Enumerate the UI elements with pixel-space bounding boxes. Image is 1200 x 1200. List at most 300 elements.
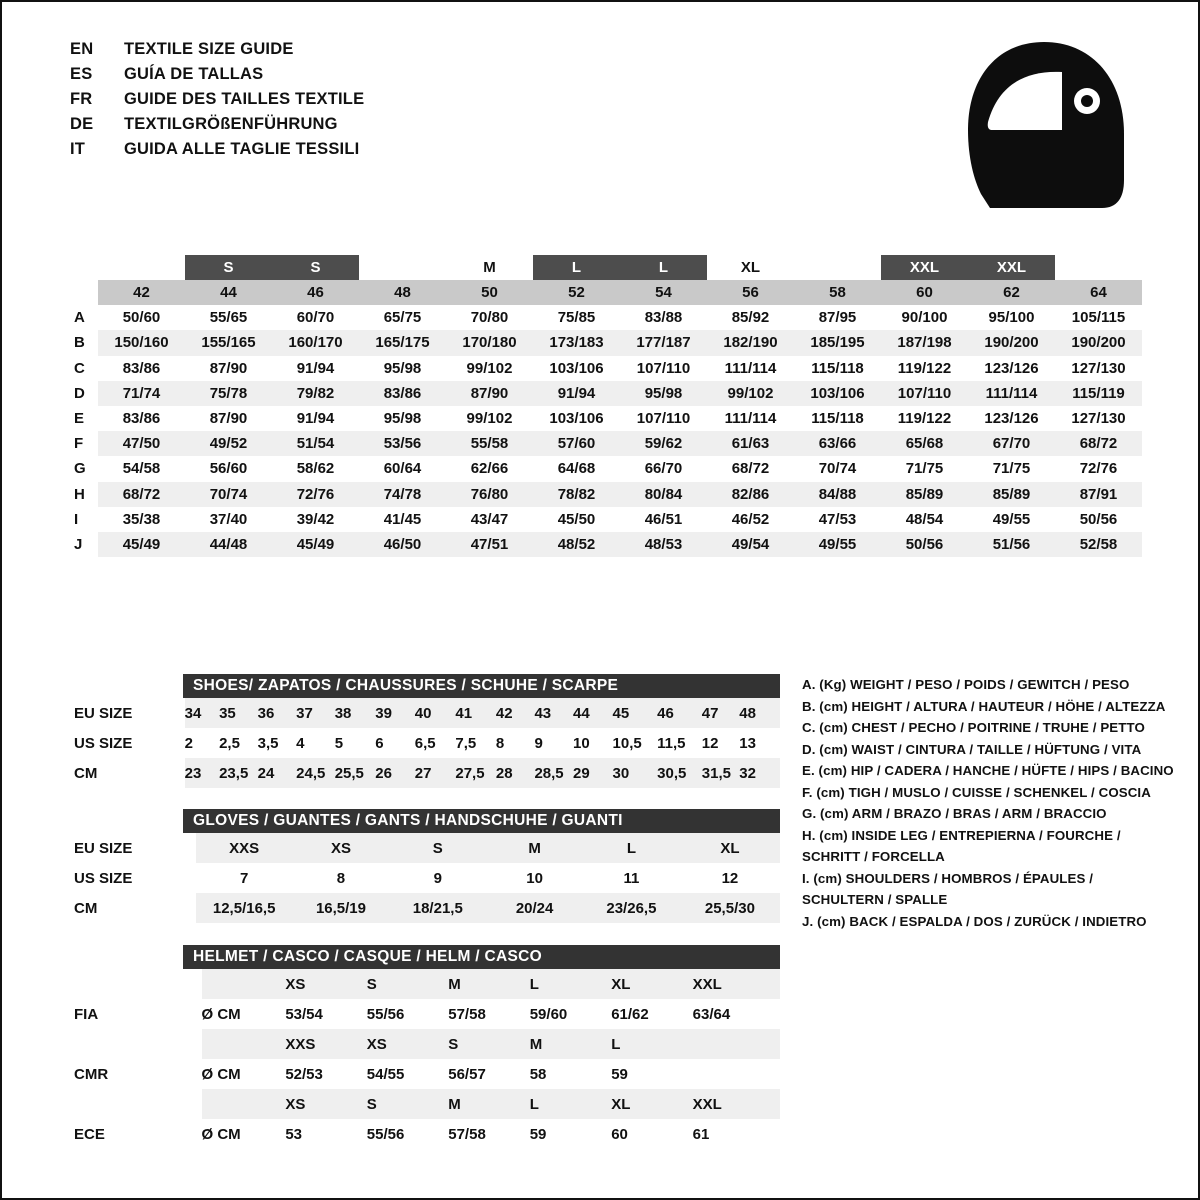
cell-j-9: 50/56 <box>881 532 968 557</box>
gloves-us-0: 7 <box>196 863 293 893</box>
cell-f-6: 59/62 <box>620 431 707 456</box>
header-title-es: GUÍA DE TALLAS <box>124 65 264 83</box>
shoes-eu-8: 42 <box>496 698 535 728</box>
gloves-cm-0: 12,5/16,5 <box>196 893 293 923</box>
table-row <box>70 431 1142 456</box>
helmet-ece-3: 59 <box>530 1119 611 1149</box>
shoes-eu-1: 35 <box>219 698 258 728</box>
cell-c-9: 119/122 <box>881 356 968 381</box>
cell-a-9: 90/100 <box>881 305 968 330</box>
gloves-label-us: US SIZE <box>70 863 196 893</box>
cell-f-5: 57/60 <box>533 431 620 456</box>
cell-b-2: 160/170 <box>272 330 359 355</box>
helmet-fia-3: 59/60 <box>530 999 611 1029</box>
cell-b-6: 177/187 <box>620 330 707 355</box>
group-cell-50: M <box>446 255 533 280</box>
helmet-fia-2: 57/58 <box>448 999 529 1029</box>
cell-f-9: 65/68 <box>881 431 968 456</box>
helmet-ece-size-3: L <box>530 1089 611 1119</box>
shoes-cm-3: 24,5 <box>296 758 335 788</box>
helmet-fia-0: 53/54 <box>285 999 366 1029</box>
cell-b-5: 173/183 <box>533 330 620 355</box>
cell-g-3: 60/64 <box>359 456 446 481</box>
legend-line-c: C. (cm) CHEST / PECHO / POITRINE / TRUHE / PETTO <box>802 720 1145 735</box>
size-cell-2: 46 <box>272 280 359 305</box>
shoes-label-us: US SIZE <box>70 728 185 758</box>
shoes-cm-5: 26 <box>375 758 415 788</box>
gloves-us-2: 9 <box>389 863 486 893</box>
legend-line-f: F. (cm) TIGH / MUSLO / CUISSE / SCHENKEL / COSCIA <box>802 784 1151 800</box>
cell-b-1: 155/165 <box>185 330 272 355</box>
cell-a-3: 65/75 <box>359 305 446 330</box>
legend-line-h: H. (cm) INSIDE LEG / ENTREPIERNA / FOURCHE / <box>802 827 1121 843</box>
cell-j-3: 46/50 <box>359 532 446 557</box>
shoes-eu-12: 46 <box>657 698 702 728</box>
gloves-eu-1: XS <box>293 833 390 863</box>
legend-line-a: A. (Kg) WEIGHT / PESO / POIDS / GEWITCH / PESO <box>802 677 1130 692</box>
table-row <box>70 456 1142 481</box>
gloves-eu-0: XXS <box>196 833 293 863</box>
legend-line-e: E. (cm) HIP / CADERA / HANCHE / HÜFTE / HIPS / BACINO <box>802 763 1174 778</box>
helmet-cmr-size-3: M <box>530 1029 611 1059</box>
cell-g-11: 72/76 <box>1055 456 1142 481</box>
helmet-cmr-4: 59 <box>611 1059 692 1089</box>
cell-c-7: 111/114 <box>707 356 794 381</box>
shoes-label-cm: CM <box>70 758 185 788</box>
cell-e-8: 115/118 <box>794 406 881 431</box>
group-cell-64 <box>1055 255 1142 280</box>
shoes-eu-5: 39 <box>375 698 415 728</box>
helmet-fia-size-label <box>70 969 202 999</box>
cell-j-10: 51/56 <box>968 532 1055 557</box>
cell-j-7: 49/54 <box>707 532 794 557</box>
cell-f-0: 47/50 <box>98 431 185 456</box>
cell-f-11: 68/72 <box>1055 431 1142 456</box>
cell-a-8: 87/95 <box>794 305 881 330</box>
gloves-cm-5: 25,5/30 <box>680 893 780 923</box>
gloves-label-eu: EU SIZE <box>70 833 196 863</box>
helmet-fia-1: 55/56 <box>367 999 448 1029</box>
cell-b-10: 190/200 <box>968 330 1055 355</box>
shoes-label-eu: EU SIZE <box>70 698 185 728</box>
helmet-cmr-size-1: XS <box>367 1029 448 1059</box>
cell-f-8: 63/66 <box>794 431 881 456</box>
group-rowlabel <box>70 255 98 280</box>
cell-f-7: 61/63 <box>707 431 794 456</box>
shoes-us-4: 5 <box>335 728 376 758</box>
helmet-label-fia: FIA <box>70 999 202 1029</box>
header-row-fr <box>70 90 770 115</box>
helmet-fia-5: 63/64 <box>693 999 780 1029</box>
header-row-es <box>70 65 770 90</box>
cell-i-6: 46/51 <box>620 507 707 532</box>
cell-c-4: 99/102 <box>446 356 533 381</box>
cell-d-0: 71/74 <box>98 381 185 406</box>
helmet-fia-unit: Ø CM <box>202 999 286 1029</box>
helmet-fia-size-5: XXL <box>693 969 780 999</box>
cell-a-10: 95/100 <box>968 305 1055 330</box>
table-row <box>70 406 1142 431</box>
shoes-us-12: 11,5 <box>657 728 702 758</box>
shoes-us-6: 6,5 <box>415 728 456 758</box>
helmet-fia-size-row <box>70 969 780 999</box>
gloves-table <box>70 833 780 923</box>
cell-c-1: 87/90 <box>185 356 272 381</box>
helmet-ece-4: 60 <box>611 1119 692 1149</box>
cell-h-2: 72/76 <box>272 482 359 507</box>
cell-c-2: 91/94 <box>272 356 359 381</box>
shoes-row-cm <box>70 758 780 788</box>
helmet-cmr-unit: Ø CM <box>202 1059 286 1089</box>
shoes-us-3: 4 <box>296 728 335 758</box>
cell-a-6: 83/88 <box>620 305 707 330</box>
gloves-cm-1: 16,5/19 <box>293 893 390 923</box>
row-label-c: C <box>70 356 98 381</box>
shoes-title: SHOES/ ZAPATOS / CHAUSSURES / SCHUHE / SCARPE <box>183 674 780 698</box>
shoes-us-1: 2,5 <box>219 728 258 758</box>
helmet-ece-row <box>70 1119 780 1149</box>
size-cell-4: 50 <box>446 280 533 305</box>
shoes-us-13: 12 <box>702 728 740 758</box>
group-cell-42 <box>98 255 185 280</box>
cell-c-0: 83/86 <box>98 356 185 381</box>
shoes-us-9: 9 <box>534 728 573 758</box>
cell-i-9: 48/54 <box>881 507 968 532</box>
cell-j-5: 48/52 <box>533 532 620 557</box>
table-row <box>70 482 1142 507</box>
cell-j-8: 49/55 <box>794 532 881 557</box>
helmet-cmr-1: 54/55 <box>367 1059 448 1089</box>
helmet-ece-size-5: XXL <box>693 1089 780 1119</box>
cell-g-7: 68/72 <box>707 456 794 481</box>
shoes-cm-10: 29 <box>573 758 613 788</box>
shoes-cm-4: 25,5 <box>335 758 376 788</box>
cell-d-2: 79/82 <box>272 381 359 406</box>
group-cell-54: L <box>620 255 707 280</box>
shoes-eu-10: 44 <box>573 698 613 728</box>
cell-e-0: 83/86 <box>98 406 185 431</box>
header-title-en: TEXTILE SIZE GUIDE <box>124 40 294 58</box>
helmet-ece-0: 53 <box>285 1119 366 1149</box>
group-cell-44: S <box>185 255 272 280</box>
cell-a-4: 70/80 <box>446 305 533 330</box>
shoes-cm-2: 24 <box>258 758 297 788</box>
table-row <box>70 507 1142 532</box>
size-cell-10: 62 <box>968 280 1055 305</box>
cell-f-2: 51/54 <box>272 431 359 456</box>
cell-a-7: 85/92 <box>707 305 794 330</box>
cell-c-3: 95/98 <box>359 356 446 381</box>
cell-a-2: 60/70 <box>272 305 359 330</box>
shoes-eu-0: 34 <box>185 698 219 728</box>
shoes-us-0: 2 <box>185 728 219 758</box>
cell-g-6: 66/70 <box>620 456 707 481</box>
header-row-en <box>70 40 770 65</box>
cell-g-4: 62/66 <box>446 456 533 481</box>
legend-line-h-cont: SCHRITT / FORCELLA <box>802 849 945 864</box>
size-cell-6: 54 <box>620 280 707 305</box>
shoes-cm-7: 27,5 <box>455 758 496 788</box>
cell-a-11: 105/115 <box>1055 305 1142 330</box>
cell-b-7: 182/190 <box>707 330 794 355</box>
cell-h-3: 74/78 <box>359 482 446 507</box>
cell-i-1: 37/40 <box>185 507 272 532</box>
gloves-cm-2: 18/21,5 <box>389 893 486 923</box>
gloves-us-4: 11 <box>583 863 680 893</box>
helmet-ece-2: 57/58 <box>448 1119 529 1149</box>
cell-c-5: 103/106 <box>533 356 620 381</box>
helmet-ece-size-label <box>70 1089 202 1119</box>
gloves-title: GLOVES / GUANTES / GANTS / HANDSCHUHE / GUANTI <box>183 809 780 833</box>
shoes-us-5: 6 <box>375 728 415 758</box>
cell-d-6: 95/98 <box>620 381 707 406</box>
row-label-b: B <box>70 330 98 355</box>
cell-h-1: 70/74 <box>185 482 272 507</box>
helmet-ece-size-2: M <box>448 1089 529 1119</box>
shoes-us-8: 8 <box>496 728 535 758</box>
table-row <box>70 381 1142 406</box>
cell-c-6: 107/110 <box>620 356 707 381</box>
gloves-us-1: 8 <box>293 863 390 893</box>
helmet-ece-size-4: XL <box>611 1089 692 1119</box>
shoes-table <box>70 698 780 788</box>
gloves-eu-4: L <box>583 833 680 863</box>
cell-i-2: 39/42 <box>272 507 359 532</box>
cell-i-3: 41/45 <box>359 507 446 532</box>
cell-f-4: 55/58 <box>446 431 533 456</box>
cell-f-3: 53/56 <box>359 431 446 456</box>
header-title-de: TEXTILGRÖßENFÜHRUNG <box>124 115 338 133</box>
cell-j-6: 48/53 <box>620 532 707 557</box>
legend-line-g: G. (cm) ARM / BRAZO / BRAS / ARM / BRACCIO <box>802 806 1107 821</box>
helmet-cmr-5 <box>693 1059 780 1089</box>
cell-d-8: 103/106 <box>794 381 881 406</box>
shoes-cm-14: 32 <box>739 758 780 788</box>
shoes-us-11: 10,5 <box>613 728 658 758</box>
cell-b-8: 185/195 <box>794 330 881 355</box>
shoes-cm-6: 27 <box>415 758 456 788</box>
helmet-ece-5: 61 <box>693 1119 780 1149</box>
cell-e-1: 87/90 <box>185 406 272 431</box>
gloves-eu-2: S <box>389 833 486 863</box>
legend-line-d: D. (cm) WAIST / CINTURA / TAILLE / HÜFTUNG / VITA <box>802 741 1142 757</box>
cell-c-8: 115/118 <box>794 356 881 381</box>
cell-e-3: 95/98 <box>359 406 446 431</box>
cell-d-11: 115/119 <box>1055 381 1142 406</box>
cell-b-3: 165/175 <box>359 330 446 355</box>
shoes-eu-11: 45 <box>613 698 658 728</box>
cell-f-1: 49/52 <box>185 431 272 456</box>
helmet-label-ece: ECE <box>70 1119 202 1149</box>
helmet-cmr-row <box>70 1059 780 1089</box>
helmet-cmr-0: 52/53 <box>285 1059 366 1089</box>
shoes-eu-14: 48 <box>739 698 780 728</box>
cell-i-8: 47/53 <box>794 507 881 532</box>
cell-c-11: 127/130 <box>1055 356 1142 381</box>
gloves-us-5: 12 <box>680 863 780 893</box>
cell-g-9: 71/75 <box>881 456 968 481</box>
gloves-block <box>70 809 780 923</box>
row-label-e: E <box>70 406 98 431</box>
size-header-row <box>70 280 1142 305</box>
cell-g-2: 58/62 <box>272 456 359 481</box>
size-cell-7: 56 <box>707 280 794 305</box>
cell-g-8: 70/74 <box>794 456 881 481</box>
shoes-cm-12: 30,5 <box>657 758 702 788</box>
cell-h-8: 84/88 <box>794 482 881 507</box>
shoes-cm-0: 23 <box>185 758 219 788</box>
row-label-f: F <box>70 431 98 456</box>
legend-line-j: J. (cm) BACK / ESPALDA / DOS / ZURÜCK / INDIETRO <box>802 913 1147 929</box>
cell-b-11: 190/200 <box>1055 330 1142 355</box>
helmet-fia-4: 61/62 <box>611 999 692 1029</box>
helmet-icon <box>954 38 1134 213</box>
helmet-fia-size-unitcol <box>202 969 286 999</box>
cell-j-2: 45/49 <box>272 532 359 557</box>
helmet-cmr-size-label <box>70 1029 202 1059</box>
group-cell-60: XXL <box>881 255 968 280</box>
cell-a-0: 50/60 <box>98 305 185 330</box>
helmet-cmr-size-0: XXS <box>285 1029 366 1059</box>
header-lang-de: DE <box>70 115 94 133</box>
shoes-row-eu <box>70 698 780 728</box>
cell-d-5: 91/94 <box>533 381 620 406</box>
legend-line-i-cont: SCHULTERN / SPALLE <box>802 892 948 907</box>
size-cell-0: 42 <box>98 280 185 305</box>
legend-line-i: I. (cm) SHOULDERS / HOMBROS / ÉPAULES / <box>802 870 1094 886</box>
cell-e-11: 127/130 <box>1055 406 1142 431</box>
row-label-i: I <box>70 507 98 532</box>
cell-d-7: 99/102 <box>707 381 794 406</box>
helmet-fia-size-1: S <box>367 969 448 999</box>
helmet-ece-size-1: S <box>367 1089 448 1119</box>
gloves-cm-4: 23/26,5 <box>583 893 680 923</box>
shoes-row-us <box>70 728 780 758</box>
helmet-cmr-size-2: S <box>448 1029 529 1059</box>
cell-h-7: 82/86 <box>707 482 794 507</box>
row-label-h: H <box>70 482 98 507</box>
group-header-row <box>70 255 1142 280</box>
cell-g-1: 56/60 <box>185 456 272 481</box>
cell-h-4: 76/80 <box>446 482 533 507</box>
cell-e-6: 107/110 <box>620 406 707 431</box>
helmet-ece-size-row <box>70 1089 780 1119</box>
cell-h-0: 68/72 <box>98 482 185 507</box>
shoes-us-14: 13 <box>739 728 780 758</box>
group-cell-46: S <box>272 255 359 280</box>
shoes-eu-2: 36 <box>258 698 297 728</box>
shoes-eu-3: 37 <box>296 698 335 728</box>
shoes-cm-8: 28 <box>496 758 535 788</box>
helmet-title: HELMET / CASCO / CASQUE / HELM / CASCO <box>183 945 780 969</box>
cell-e-2: 91/94 <box>272 406 359 431</box>
cell-d-10: 111/114 <box>968 381 1055 406</box>
gloves-label-cm: CM <box>70 893 196 923</box>
cell-f-10: 67/70 <box>968 431 1055 456</box>
gloves-cm-3: 20/24 <box>486 893 583 923</box>
table-row <box>70 532 1142 557</box>
shoes-us-7: 7,5 <box>455 728 496 758</box>
helmet-block <box>70 945 780 1149</box>
legend-line-b: B. (cm) HEIGHT / ALTURA / HAUTEUR / HÖHE / ALTEZZA <box>802 698 1166 714</box>
shoes-eu-13: 47 <box>702 698 740 728</box>
cell-d-3: 83/86 <box>359 381 446 406</box>
header-title-it: GUIDA ALLE TAGLIE TESSILI <box>124 140 360 158</box>
group-cell-62: XXL <box>968 255 1055 280</box>
gloves-row-cm <box>70 893 780 923</box>
helmet-cmr-size-unitcol <box>202 1029 286 1059</box>
cell-c-10: 123/126 <box>968 356 1055 381</box>
cell-g-10: 71/75 <box>968 456 1055 481</box>
cell-d-9: 107/110 <box>881 381 968 406</box>
gloves-row-eu <box>70 833 780 863</box>
helmet-cmr-size-row <box>70 1029 780 1059</box>
size-rowlabel <box>70 280 98 305</box>
cell-i-5: 45/50 <box>533 507 620 532</box>
cell-g-5: 64/68 <box>533 456 620 481</box>
shoes-eu-4: 38 <box>335 698 376 728</box>
cell-e-9: 119/122 <box>881 406 968 431</box>
cell-h-11: 87/91 <box>1055 482 1142 507</box>
row-label-a: A <box>70 305 98 330</box>
size-cell-8: 58 <box>794 280 881 305</box>
header-lang-es: ES <box>70 65 93 83</box>
cell-e-10: 123/126 <box>968 406 1055 431</box>
row-label-d: D <box>70 381 98 406</box>
size-cell-3: 48 <box>359 280 446 305</box>
helmet-ece-size-0: XS <box>285 1089 366 1119</box>
shoes-us-10: 10 <box>573 728 613 758</box>
shoes-cm-1: 23,5 <box>219 758 258 788</box>
helmet-table <box>70 969 780 1149</box>
helmet-fia-size-0: XS <box>285 969 366 999</box>
cell-a-5: 75/85 <box>533 305 620 330</box>
shoes-us-2: 3,5 <box>258 728 297 758</box>
helmet-fia-size-4: XL <box>611 969 692 999</box>
cell-b-0: 150/160 <box>98 330 185 355</box>
cell-i-10: 49/55 <box>968 507 1055 532</box>
helmet-cmr-2: 56/57 <box>448 1059 529 1089</box>
table-row <box>70 356 1142 381</box>
helmet-cmr-size-5 <box>693 1029 780 1059</box>
size-cell-9: 60 <box>881 280 968 305</box>
shoes-eu-7: 41 <box>455 698 496 728</box>
shoes-cm-9: 28,5 <box>534 758 573 788</box>
cell-h-10: 85/89 <box>968 482 1055 507</box>
size-cell-5: 52 <box>533 280 620 305</box>
helmet-cmr-3: 58 <box>530 1059 611 1089</box>
cell-g-0: 54/58 <box>98 456 185 481</box>
header-lang-fr: FR <box>70 90 93 108</box>
cell-i-11: 50/56 <box>1055 507 1142 532</box>
shoes-cm-13: 31,5 <box>702 758 740 788</box>
gloves-row-us <box>70 863 780 893</box>
cell-h-9: 85/89 <box>881 482 968 507</box>
helmet-ece-1: 55/56 <box>367 1119 448 1149</box>
size-cell-1: 44 <box>185 280 272 305</box>
cell-i-4: 43/47 <box>446 507 533 532</box>
gloves-eu-3: M <box>486 833 583 863</box>
group-cell-52: L <box>533 255 620 280</box>
cell-j-0: 45/49 <box>98 532 185 557</box>
header-row-de <box>70 115 770 140</box>
table-row <box>70 330 1142 355</box>
cell-i-7: 46/52 <box>707 507 794 532</box>
cell-j-1: 44/48 <box>185 532 272 557</box>
header-lang-en: EN <box>70 40 94 58</box>
group-cell-56: XL <box>707 255 794 280</box>
helmet-ece-unit: Ø CM <box>202 1119 286 1149</box>
